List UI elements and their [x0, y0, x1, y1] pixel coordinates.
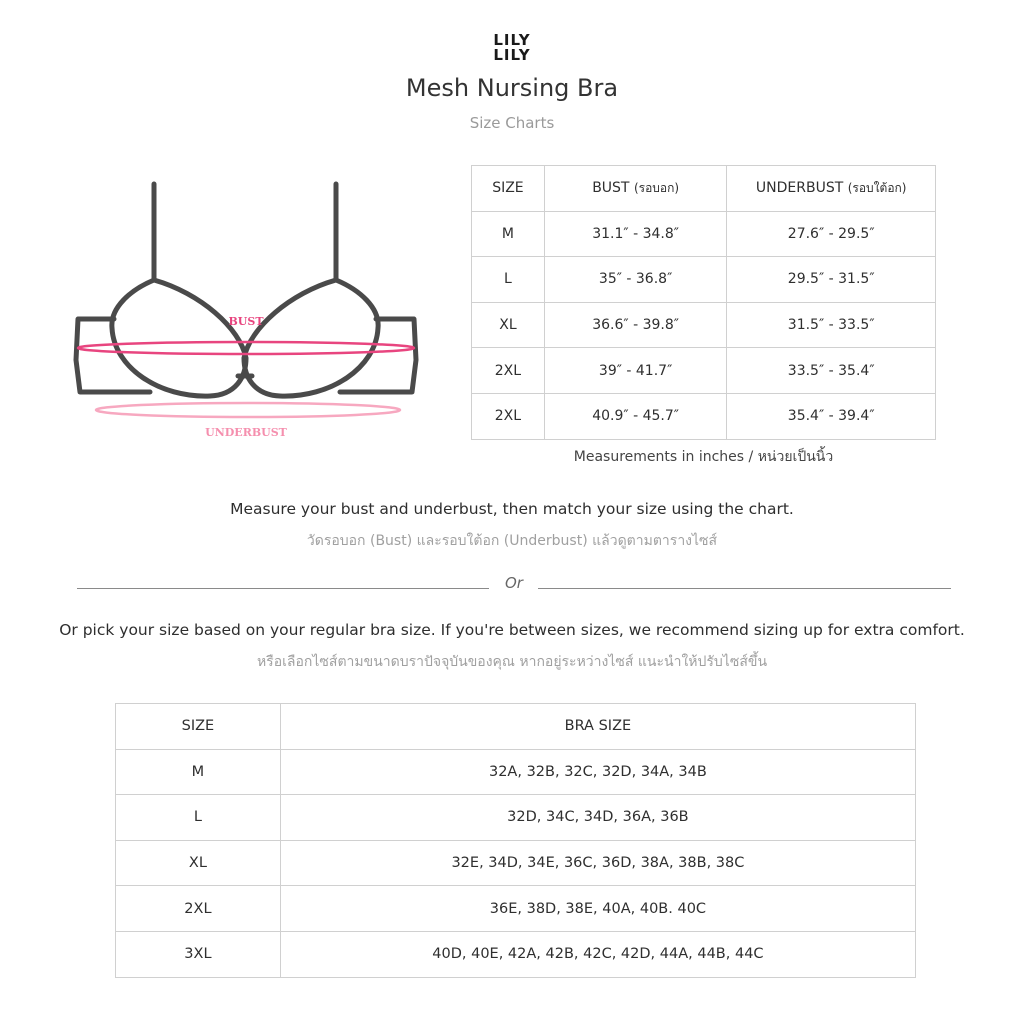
size-cell: M [116, 749, 281, 795]
header-bust [544, 166, 727, 212]
size-cell: XL [116, 840, 281, 886]
divider-or-label: Or [505, 574, 523, 592]
header-underbust-th: (รอบใต้อก) [847, 180, 907, 195]
size-cell: L [472, 257, 545, 303]
size-cell: 2XL [116, 886, 281, 932]
table-row [116, 795, 916, 841]
brand-logo-line1: LILY [493, 31, 531, 49]
underbust-cell: 35.4″ - 39.4″ [727, 393, 936, 439]
bra-size-table [115, 703, 916, 978]
measurement-table-header [472, 166, 936, 212]
units-note: Measurements in inches / หน่วยเป็นนิ้ว [573, 449, 834, 465]
bust-cell: 35″ - 36.8″ [544, 257, 727, 303]
bra-size-cell: 36E, 38D, 38E, 40A, 40B. 40C [280, 886, 915, 932]
size-cell: 2XL [472, 393, 545, 439]
size-cell: M [472, 211, 545, 257]
bust-label: BUST [228, 315, 264, 328]
header-bust-th: (รอบอก) [633, 180, 680, 195]
divider-line-right [538, 588, 951, 589]
bra-illustration [70, 178, 426, 448]
table-row [116, 840, 916, 886]
header-underbust-label: UNDERBUST [755, 179, 844, 196]
table-row [472, 302, 936, 348]
size-cell: 2XL [472, 348, 545, 394]
underbust-cell: 29.5″ - 31.5″ [727, 257, 936, 303]
table-row [472, 393, 936, 439]
page-subtitle: Size Charts [469, 114, 555, 132]
bust-cell: 40.9″ - 45.7″ [544, 393, 727, 439]
instruction-text-thai: วัดรอบอก (Bust) และรอบใต้อก (Underbust) แล้วดูตามตารางไซส์ [306, 533, 718, 549]
brand-logo [0, 33, 1024, 63]
header-underbust [727, 166, 936, 212]
size-cell: L [116, 795, 281, 841]
bust-cell: 36.6″ - 39.8″ [544, 302, 727, 348]
bra-size-cell: 32D, 34C, 34D, 36A, 36B [280, 795, 915, 841]
table-row [116, 886, 916, 932]
underbust-cell: 27.6″ - 29.5″ [727, 211, 936, 257]
left-cup [112, 280, 246, 396]
bra-size-table-header [116, 704, 916, 750]
page-title: Mesh Nursing Bra [405, 74, 619, 102]
right-cup [244, 280, 378, 396]
bra-size-cell: 32A, 32B, 32C, 32D, 34A, 34B [280, 749, 915, 795]
table-row [116, 749, 916, 795]
bra-size-cell: 32E, 34D, 34E, 36C, 36D, 38A, 38B, 38C [280, 840, 915, 886]
table-row [472, 211, 936, 257]
table-row [472, 257, 936, 303]
underbust-measure-line [96, 403, 400, 417]
brand-logo-line2: LILY [493, 46, 531, 64]
bust-cell: 31.1″ - 34.8″ [544, 211, 727, 257]
size-cell: 3XL [116, 931, 281, 977]
bust-cell: 39″ - 41.7″ [544, 348, 727, 394]
header-size: SIZE [116, 704, 281, 750]
pick-size-text: Or pick your size based on your regular bra size. If you're between sizes, we recommend sizing up for extra comfort. [59, 621, 965, 639]
header-bust-label: BUST [592, 179, 630, 196]
or-divider [77, 574, 951, 594]
underbust-label: UNDERBUST [205, 426, 287, 439]
table-row [116, 931, 916, 977]
underbust-cell: 31.5″ - 33.5″ [727, 302, 936, 348]
instruction-text: Measure your bust and underbust, then match your size using the chart. [230, 500, 794, 518]
table-row [472, 348, 936, 394]
header-size: SIZE [472, 166, 545, 212]
size-cell: XL [472, 302, 545, 348]
header-bra-size: BRA SIZE [280, 704, 915, 750]
bra-size-cell: 40D, 40E, 42A, 42B, 42C, 42D, 44A, 44B, 44C [280, 931, 915, 977]
measurement-table [471, 165, 936, 440]
pick-size-text-thai: หรือเลือกไซส์ตามขนาดบราปัจจุบันของคุณ หากอยู่ระหว่างไซส์ แนะนำให้ปรับไซส์ขึ้น [256, 654, 768, 670]
underbust-cell: 33.5″ - 35.4″ [727, 348, 936, 394]
